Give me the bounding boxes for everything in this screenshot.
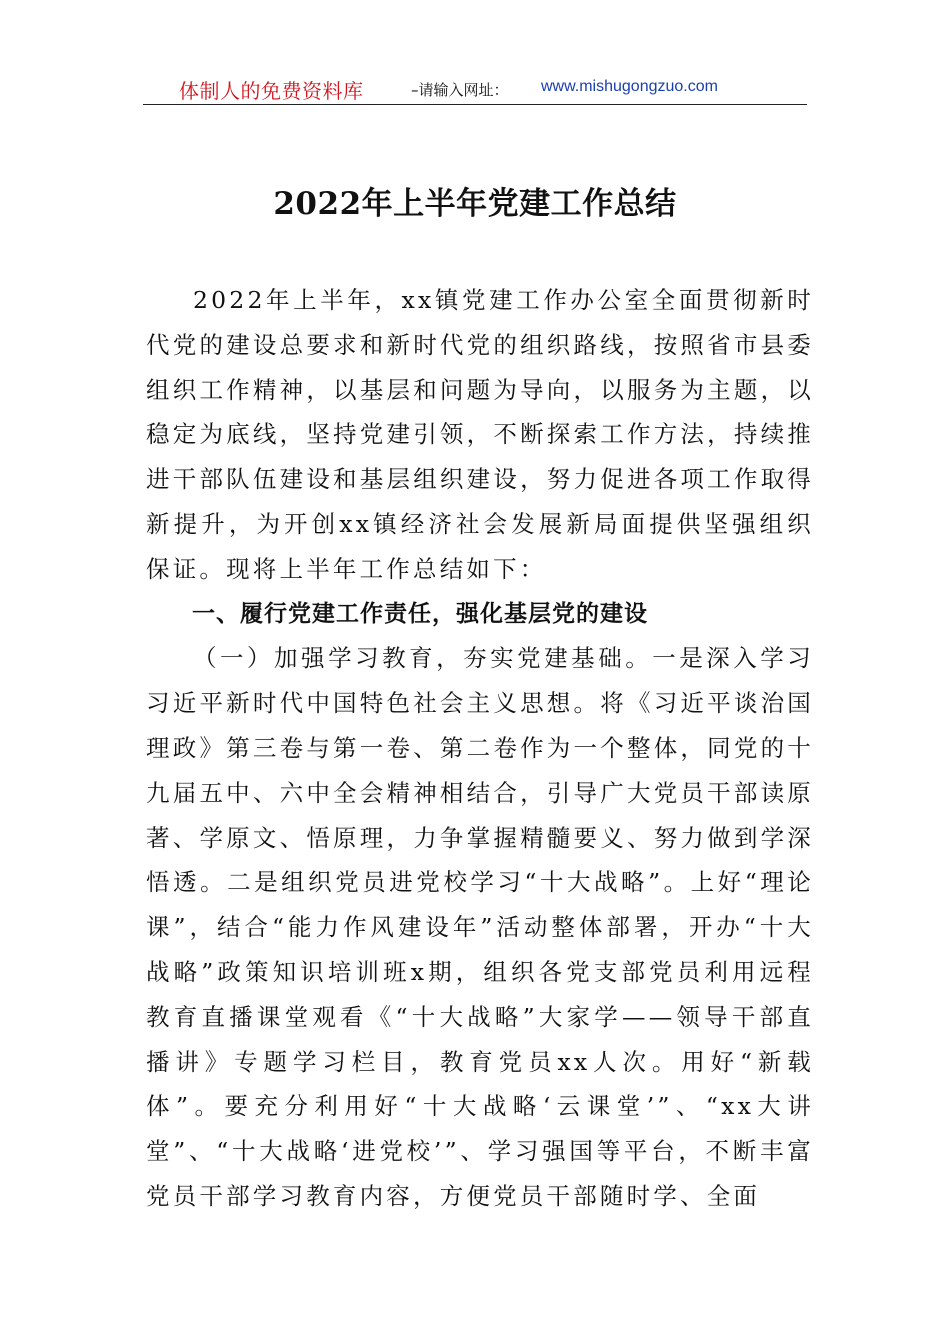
document-title: 2022年上半年党建工作总结 bbox=[273, 186, 677, 222]
section-heading: 一、履行党建工作责任，强化基层党的建设 bbox=[192, 600, 648, 627]
page-header bbox=[143, 70, 807, 105]
section-paragraph: （一）加强学习教育，夯实党建基础。一是深入学习习近平新时代中国特色社会主义思想。将《习近平谈治国理政》第三卷与第一卷、第二卷作为一个整体，同党的十九届五中、六中全会精神相结合，引导广大党员干部读原著、学原文、悟原理，力争掌握精髓要义、努力做到学深悟透。二是组织党员进党校学习“十大战略”。上好“理论课”，结合“能力作风建设年”活动整体部署，开办“十大战略”政策知识培训班x期，组织各党支部党员利用远程教育直播课堂观看《“十大战略”大家学——领导干部直播讲》专题学习栏目，教育党员xx人次。用好“新载体”。要充分利用好“十大战略‘云课堂’”、“xx大讲堂”、“十大战略‘进党校’”、学习强国等平台，不断丰富党员干部学习教育内容，方便党员干部随时学、全面 bbox=[146, 644, 814, 1210]
intro-paragraph: 2022年上半年，xx镇党建工作办公室全面贯彻新时代党的建设总要求和新时代党的组织路线，按照省市县委组织工作精神，以基层和问题为导向，以服务为主题，以稳定为底线，坚持党建引领，不断探索工作方法，持续推进干部队伍建设和基层组织建设，努力促进各项工作取得新提升，为开创xx镇经济社会发展新局面提供坚强组织保证。现将上半年工作总结如下： bbox=[146, 286, 814, 583]
url-prompt: –请输入网址： bbox=[411, 81, 509, 99]
site-name: 体制人的免费资料库 bbox=[179, 79, 364, 103]
document-body bbox=[146, 278, 814, 1219]
site-url-link[interactable]: www.mishugongzuo.com bbox=[541, 78, 718, 95]
